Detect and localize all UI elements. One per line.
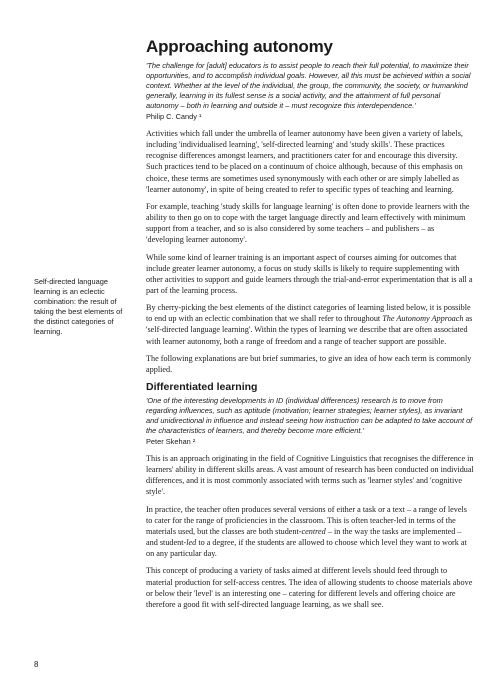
epigraph-attribution: Peter Skehan ² <box>146 437 196 447</box>
page-number: 8 <box>34 660 39 669</box>
paragraph: While some kind of learner training is an important aspect of courses aiming for outcomes that include greater learner autonomy, a focus on study skills is likely to require supplementing with other activities to support and guide learners through the trial-and-error experimentation that is all a part of the learning process. <box>146 252 473 295</box>
subsection-heading: Differentiated learning <box>146 381 258 394</box>
main-column <box>146 37 474 616</box>
paragraph: For example, teaching 'study skills for language learning' is often done to provide learners with the ability to then go on to cope with the target language directly and learn effectively with minimum support from a teacher, and so is also considered by some teachers – and publishers – as 'developing learner autonomy'. <box>146 201 470 245</box>
paragraph: Activities which fall under the umbrella of learner autonomy have been given a variety of labels, including 'individualised learning', 'self-directed learning' and 'study skills'. These practices recognise differences amongst learners, and practitioners cater for and encourage this diversity. Such practices tend to be placed on a continuum of choice although, because of this emphasis on choice, these terms are sometimes used synonymously with each other or are simply labelled as 'learner autonomy', in spite of being created to refer to specific types of teaching and learning. <box>146 128 463 194</box>
paragraph <box>146 302 474 347</box>
paragraph: The following explanations are but brief summaries, to give an idea of how each term is commonly applied. <box>146 353 472 374</box>
epigraph-quote: 'The challenge for [adult] educators is to assist people to reach their full potential, to maximize their opportunities, and to accomplish individual goals. However, all this must be achieved within a social context. Whether at the level of the individual, the group, the community, the society, or humankind generally, learning in its fullest sense is a social activity, and the attainment of full personal autonomy – both in learning and outside it – must recognize this interdependence.' <box>146 61 471 111</box>
paragraph: This is an approach originating in the field of Cognitive Linguistics that recognises the difference in learners' ability in different skills areas. A vast amount of research has been conducted on individual differences, and it is most commonly associated with terms such as 'learner styles' and 'cognitive style'. <box>146 453 474 497</box>
epigraph-attribution: Philip C. Candy ¹ <box>146 112 202 122</box>
paragraph-text: By cherry-picking the best elements of the distinct categories of learning listed below, it is possible to end up with an eclectic combination that we shall refer to throughout <box>146 303 471 324</box>
paragraph <box>146 504 474 560</box>
emphasis: centred <box>301 526 326 536</box>
section-title: Approaching autonomy <box>146 37 333 56</box>
book-title: The Autonomy Approach <box>382 314 464 324</box>
paragraph-text: as 'self-directed language learning'. Within the types of learning we describe that are often associated with learner autonomy, both a range of freedom and a range of teacher support are possible. <box>146 314 473 346</box>
margin-note: Self-directed language learning is an eclectic combination: the result of taking the best elements of the distinct categories of learning. <box>34 277 123 337</box>
paragraph: This concept of producing a variety of tasks aimed at different levels should feed through to material production for self-access centres. The idea of allowing students to choose materials above or below their 'level' is an interesting one – catering for different levels and offering choice are therefore a good fit with self-directed language learning, as we shall see. <box>146 566 473 609</box>
paragraph-text: – in the way the tasks are implemented – and student- <box>146 526 462 548</box>
paragraph-text: to a degree, if the students are allowed to choose which level they want to work at on any particular day. <box>146 538 467 559</box>
emphasis: led <box>186 538 197 548</box>
epigraph-quote: 'One of the interesting developments in ID (individual differences) research is to move from regarding influences, such as aptitude (motivation; learner strategies; learner styles), as invariant and unidirectional in influence and instead seeing how instruction can be adapted to take account of the characteristics of learners, and thereby become more efficient.' <box>146 396 473 436</box>
paragraph-text: In practice, the teacher often produces several versions of either a task or a text – a range of levels to cater for the range of proficiencies in the classroom. This is often teacher-led in terms of the materials used, but the classes are both student- <box>146 504 467 536</box>
